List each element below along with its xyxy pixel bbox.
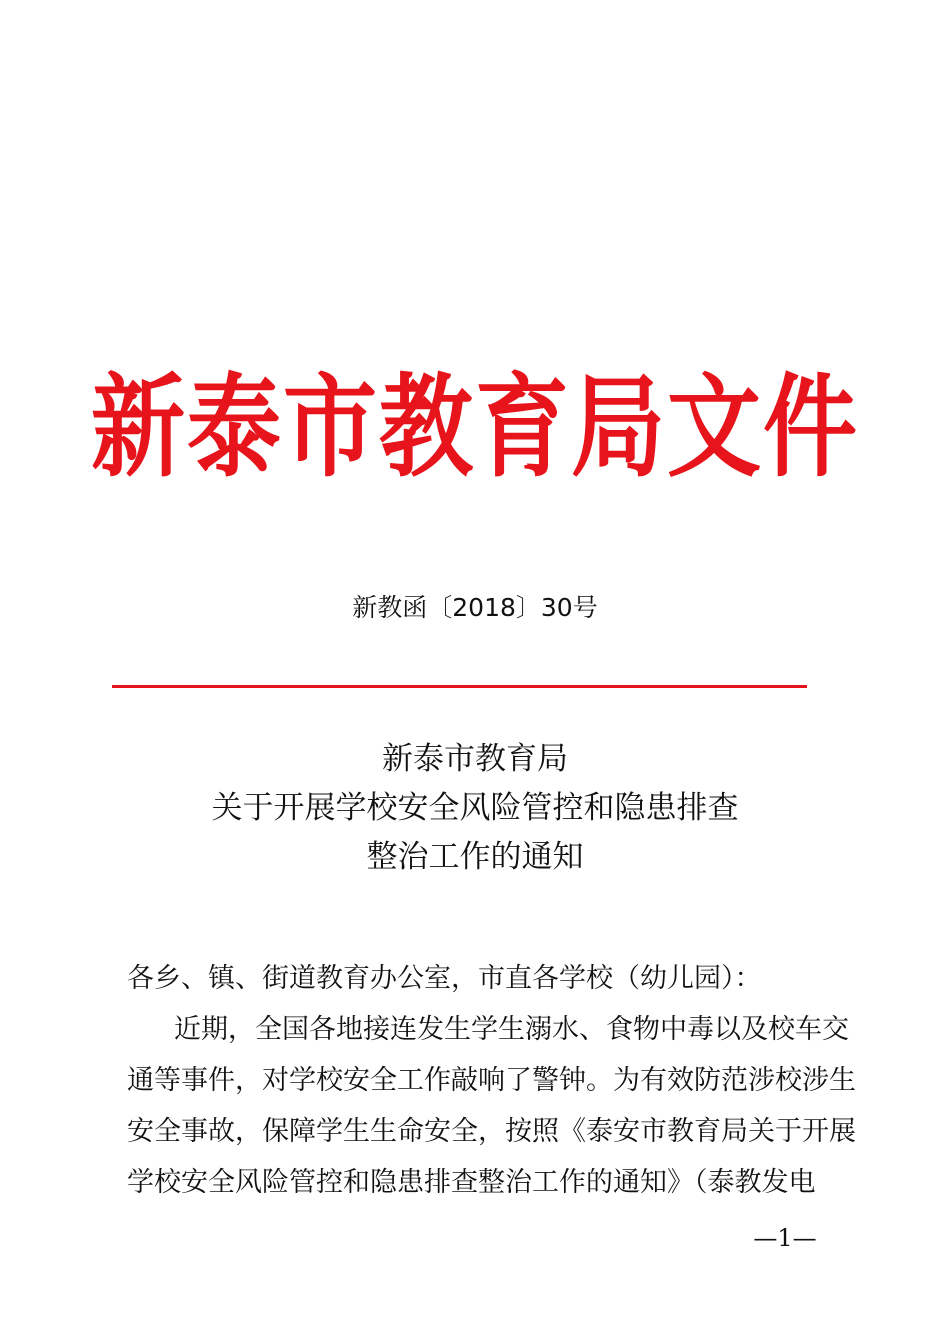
paragraph-line: 近期，全国各地接连发生学生溺水、食物中毒以及校车交 [174,1014,849,1045]
red-divider-line [112,685,807,688]
document-title [0,735,950,882]
document-masthead: 新泰市教育局文件 [90,363,859,493]
paragraph-line: 学校安全风险管控和隐患排查整治工作的通知》（泰教发电 [127,1167,816,1198]
title-line-issuer: 新泰市教育局 [382,741,568,777]
document-number: 新教函〔2018〕30号 [352,593,598,622]
paragraph-line: 安全事故，保障学生生命安全，按照《泰安市教育局关于开展 [127,1116,856,1147]
title-line-subject-end: 整治工作的通知 [366,839,584,875]
paragraph-line: 通等事件，对学校安全工作敲响了警钟。为有效防范涉校涉生 [127,1065,856,1096]
salutation: 各乡、镇、街道教育办公室，市直各学校（幼儿园）： [127,963,762,994]
page-number: —1— [753,1224,817,1252]
title-line-subject: 关于开展学校安全风险管控和隐患排查 [211,790,739,826]
document-body [127,953,856,1208]
